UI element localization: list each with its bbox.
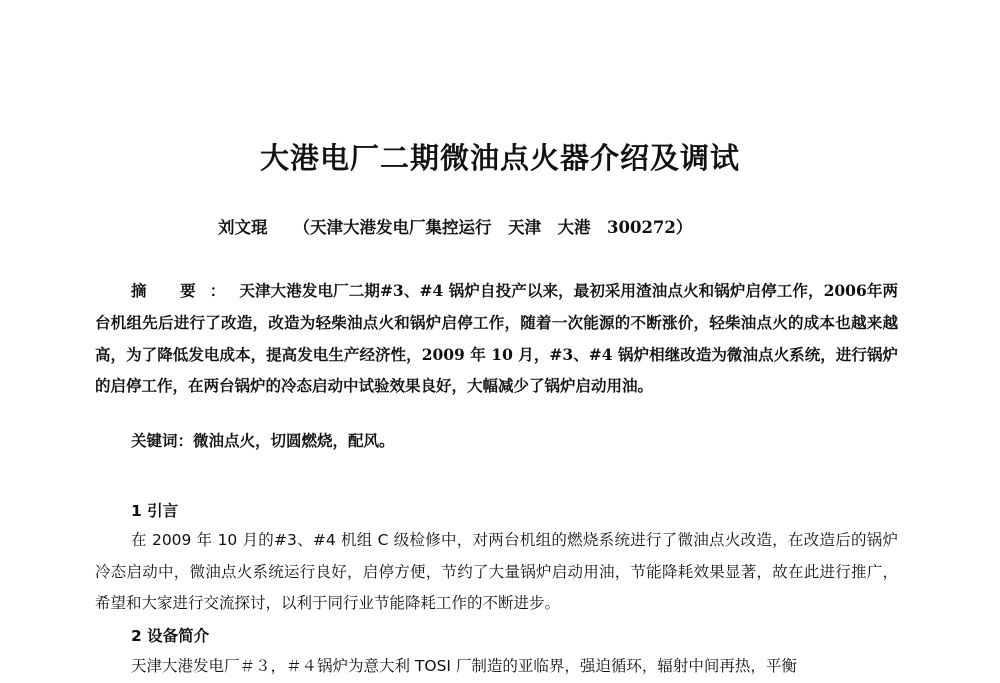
section-equipment-text: 天津大港发电厂＃３，＃４锅炉为意大利 TOSI 厂制造的亚临界，强迫循环，辐射中间再热，平衡 [131,657,797,675]
author-name: 刘文琨 [218,218,268,237]
keywords [131,429,395,451]
abstract-label: 摘 要： [131,281,240,300]
paper-title: 大港电厂二期微油点火器介绍及调试 [259,141,740,175]
author-affiliation: （天津大港发电厂集控运行 天津 大港 300272） [293,218,693,237]
keywords-text: 微油点火，切圆燃烧，配风。 [193,431,395,450]
section-heading-equipment: 2 设备简介 [131,627,210,645]
section-introduction-text: 在 2009 年 10 月的#3、#4 机组 C 级检修中，对两台机组的燃烧系统进行了微油点火改造，在改造后的锅炉冷态启动中，微油点火系统运行良好，启停方便，节约了大量锅炉启动用油，节能降耗效果显著，故在此进行推广，希望和大家进行交流探讨，以利于同行业节能降耗工作的不断进步。 [95,531,898,612]
author-line [218,214,818,238]
abstract [95,275,898,402]
section-heading-introduction: 1 引言 [131,502,179,520]
keywords-label: 关键词： [131,431,194,450]
abstract-text: 天津大港发电厂二期#3、#4 锅炉自投产以来，最初采用渣油点火和锅炉启停工作，2006年两台机组先后进行了改造，改造为轻柴油点火和锅炉启停工作，随着一次能源的不断涨价，轻柴油点火的成本也越来越高，为了降低发电成本，提高发电生产经济性，2009 年 10 月，#3、#4 锅炉相继改造为微油点火系统，进行锅炉的启停工作，在两台锅炉的冷态启动中试验效果良好，大幅减少了锅炉启动用油。 [95,281,898,396]
